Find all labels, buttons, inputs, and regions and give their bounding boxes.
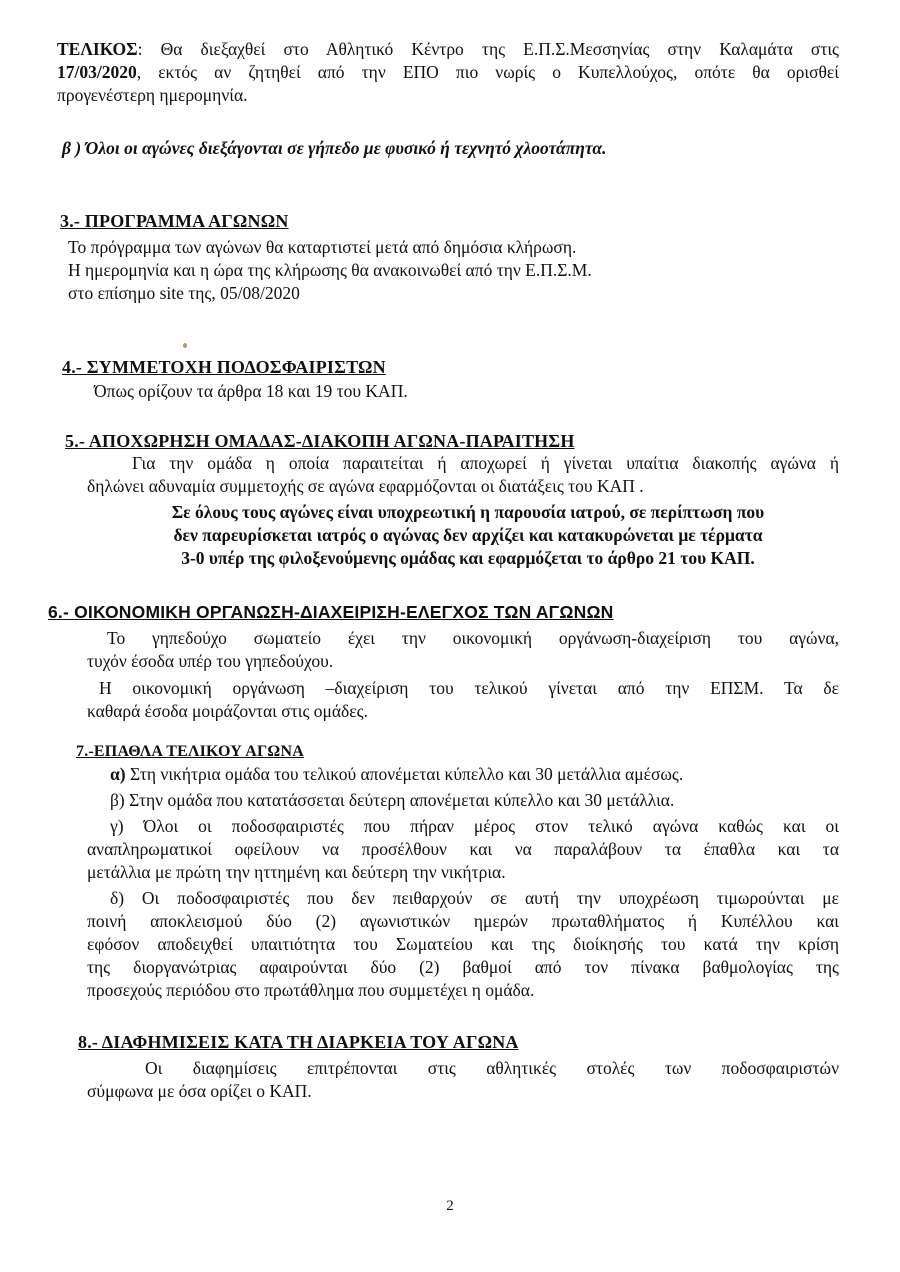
final-line-3: προγενέστερη ημερομηνία. bbox=[57, 85, 248, 105]
section-7-item-d-2: ποινή αποκλεισμού δύο (2) αγωνιστικών ημερών πρωταθλήματος ή Κυπέλλου και bbox=[87, 911, 839, 931]
section-7-item-d-1: δ) Οι ποδοσφαιριστές που δεν πειθαρχούν σε αυτή την υποχρέωση τιμωρούνται με bbox=[110, 888, 839, 908]
section-3-heading: 3.- ΠΡΟΓΡΑΜΜΑ ΑΓΩΝΩΝ bbox=[60, 211, 289, 231]
section-8-line-1: Οι διαφημίσεις επιτρέπονται στις αθλητικές στολές των ποδοσφαιριστών bbox=[145, 1058, 839, 1078]
item-a-label: α) bbox=[110, 764, 126, 784]
section-3-line-1: Το πρόγραμμα των αγώνων θα καταρτιστεί μετά από δημόσια κλήρωση. bbox=[68, 237, 577, 257]
section-7-item-a bbox=[87, 763, 839, 786]
section-8-heading: 8.- ΔΙΑΦΗΜΙΣΕΙΣ ΚΑΤΑ ΤΗ ΔΙΑΡΚΕΙΑ ΤΟΥ ΑΓΩΝΑ bbox=[78, 1032, 519, 1052]
section-7-item-d-4: της διοργανώτριας αφαιρούνται δύο (2) βαθμοί από τον πίνακα βαθμολογίας της bbox=[87, 957, 839, 977]
section-4-line-1: Όπως ορίζουν τα άρθρα 18 και 19 του ΚΑΠ. bbox=[94, 381, 408, 401]
section-7-item-d-5: προσεχούς περιόδου στο πρωτάθλημα που συμμετέχει η ομάδα. bbox=[87, 980, 535, 1000]
section-6-body bbox=[87, 627, 839, 723]
section-4-heading: 4.- ΣΥΜΜΕΤΟΧΗ ΠΟΔΟΣΦΑΙΡΙΣΤΩΝ bbox=[62, 357, 386, 377]
section-7-item-c-1: γ) Όλοι οι ποδοσφαιριστές που πήραν μέρος στον τελικό αγώνα καθώς και οι bbox=[110, 816, 839, 836]
section-7-heading: 7.-ΕΠΑΘΛΑ ΤΕΛΙΚΟΥ ΑΓΩΝΑ bbox=[76, 743, 304, 760]
section-6-line-3: Η οικονομική οργάνωση –διαχείριση του τελικού γίνεται από την ΕΠΣΜ. Τα δε bbox=[99, 678, 839, 698]
section-8-line-2: σύμφωνα με όσα ορίζει ο ΚΑΠ. bbox=[87, 1081, 312, 1101]
final-date: 17/03/2020 bbox=[57, 62, 137, 82]
section-5-bold-3: 3-0 υπέρ της φιλοξενούμενης ομάδας και εφαρμόζεται το άρθρο 21 του ΚΑΠ. bbox=[181, 548, 755, 568]
section-3-body bbox=[68, 236, 828, 305]
section-7-item-c-2: αναπληρωματικοί οφείλουν να προσέλθουν και να παραλάβουν τα έπαθλα και τα bbox=[87, 839, 839, 859]
section-6-line-4: καθαρά έσοδα μοιράζονται στις ομάδες. bbox=[87, 701, 368, 721]
section-7-body bbox=[87, 763, 839, 1002]
final-line-2 bbox=[57, 61, 839, 84]
ink-spot bbox=[183, 343, 187, 348]
section-8-body bbox=[87, 1057, 839, 1103]
section-3-line-3: στο επίσημο site της, 05/08/2020 bbox=[68, 283, 300, 303]
section-5-line-2: δηλώνει αδυναμία συμμετοχής σε αγώνα εφαρμόζονται οι διατάξεις του ΚΑΠ . bbox=[87, 476, 644, 496]
section-6-heading: 6.- ΟΙΚΟΝΟΜΙΚΗ ΟΡΓΑΝΩΣΗ-ΔΙΑΧΕΙΡΙΣΗ-ΕΛΕΓΧΟΣ ΤΩΝ ΑΓΩΝΩΝ bbox=[48, 602, 614, 622]
final-paragraph bbox=[57, 38, 839, 107]
section-5-bold-2: δεν παρευρίσκεται ιατρός ο αγώνας δεν αρχίζει και κατακυρώνεται με τέρματα bbox=[173, 525, 763, 545]
section-7-item-c-3: μετάλλια με πρώτη την ηττημένη και δεύτερη την νικήτρια. bbox=[87, 862, 506, 882]
section-5-heading: 5.- ΑΠΟΧΩΡΗΣΗ ΟΜΑΔΑΣ-ΔΙΑΚΟΠΗ ΑΓΩΝΑ-ΠΑΡΑΙΤΗΣΗ bbox=[65, 431, 575, 451]
section-5-bold-1: Σε όλους τους αγώνες είναι υποχρεωτική η παρουσία ιατρού, σε περίπτωση που bbox=[171, 502, 765, 522]
note-b: β ) Όλοι οι αγώνες διεξάγονται σε γήπεδο με φυσικό ή τεχνητό χλοοτάπητα. bbox=[62, 138, 607, 158]
final-label: ΤΕΛΙΚΟΣ bbox=[57, 39, 138, 59]
section-7-item-b: β) Στην ομάδα που κατατάσσεται δεύτερη απονέμεται κύπελλο και 30 μετάλλια. bbox=[110, 790, 675, 810]
section-3-line-2: Η ημερομηνία και η ώρα της κλήρωσης θα ανακοινωθεί από την Ε.Π.Σ.Μ. bbox=[68, 260, 592, 280]
final-text-1: : Θα διεξαχθεί στο Αθλητικό Κέντρο της Ε.Π.Σ.Μεσσηνίας στην Καλαμάτα στις bbox=[137, 39, 839, 59]
section-5-doctor-rule bbox=[98, 501, 838, 570]
section-6-line-2: τυχόν έσοδα υπέρ του γηπεδούχου. bbox=[87, 651, 334, 671]
section-6-line-1: Το γηπεδούχο σωματείο έχει την οικονομική οργάνωση-διαχείριση του αγώνα, bbox=[107, 628, 839, 648]
item-a-text: Στη νικήτρια ομάδα του τελικού απονέμεται κύπελλο και 30 μετάλλια αμέσως. bbox=[125, 764, 684, 784]
final-text-2: , εκτός αν ζητηθεί από την ΕΠΟ πιο νωρίς ο Κυπελλούχος, οπότε θα ορισθεί bbox=[136, 62, 839, 82]
section-5-body bbox=[87, 452, 839, 498]
section-7-item-d-3: εφόσον αποδειχθεί υπαιτιότητα του Σωματείου και της διοίκησής του κατά την κρίση bbox=[87, 934, 839, 954]
page-number: 2 bbox=[446, 1198, 454, 1214]
final-line-1 bbox=[57, 38, 839, 61]
section-5-line-1: Για την ομάδα η οποία παραιτείται ή αποχωρεί ή γίνεται υπαίτια διακοπής αγώνα ή bbox=[132, 453, 839, 473]
